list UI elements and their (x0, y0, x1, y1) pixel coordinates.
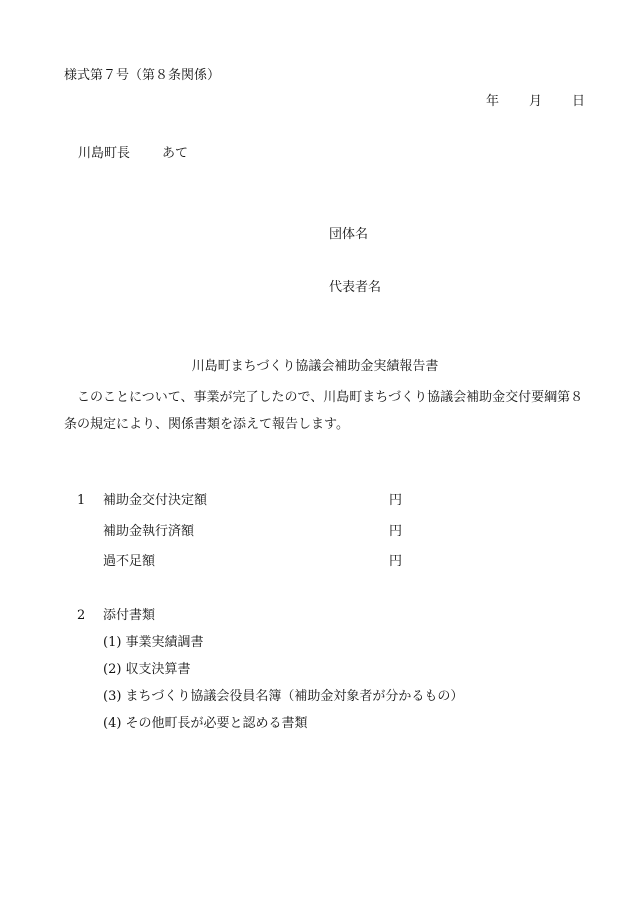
attachment-item-4: (4) その他町長が必要と認める書類 (103, 716, 308, 731)
date-month: 月 (529, 94, 543, 109)
date-day: 日 (572, 94, 586, 109)
amount-unit-decided: 円 (389, 493, 403, 508)
representative-name-label: 代表者名 (329, 280, 382, 295)
section1-number: 1 (77, 493, 86, 508)
amount-label-decided: 補助金交付決定額 (103, 493, 208, 508)
amount-label-difference: 過不足額 (103, 554, 156, 569)
body-paragraph: このことについて、事業が完了したので、川島町まちづくり協議会補助金交付要綱第８条の規定により、関係書類を添えて報告します。 (64, 390, 584, 432)
date-year: 年 (486, 94, 500, 109)
amount-unit-executed: 円 (389, 524, 403, 539)
form-number: 様式第７号（第８条関係） (64, 68, 221, 83)
attachment-item-2: (2) 収支決算書 (103, 662, 191, 677)
attachment-item-3: (3) まちづくり協議会役員名簿（補助金対象者が分かるもの） (103, 689, 464, 704)
addressee-name: 川島町長 (78, 146, 131, 161)
attachment-item-1: (1) 事業実績調書 (103, 635, 204, 650)
org-name-label: 団体名 (329, 227, 369, 242)
section2-title: 添付書類 (103, 608, 156, 623)
date-line (486, 94, 585, 110)
amount-unit-difference: 円 (389, 554, 403, 569)
amount-label-executed: 補助金執行済額 (103, 524, 195, 539)
addressee-suffix: あて (162, 146, 189, 161)
section2-number: 2 (77, 608, 86, 623)
document-title: 川島町まちづくり協議会補助金実績報告書 (191, 359, 439, 374)
addressee (78, 146, 188, 162)
